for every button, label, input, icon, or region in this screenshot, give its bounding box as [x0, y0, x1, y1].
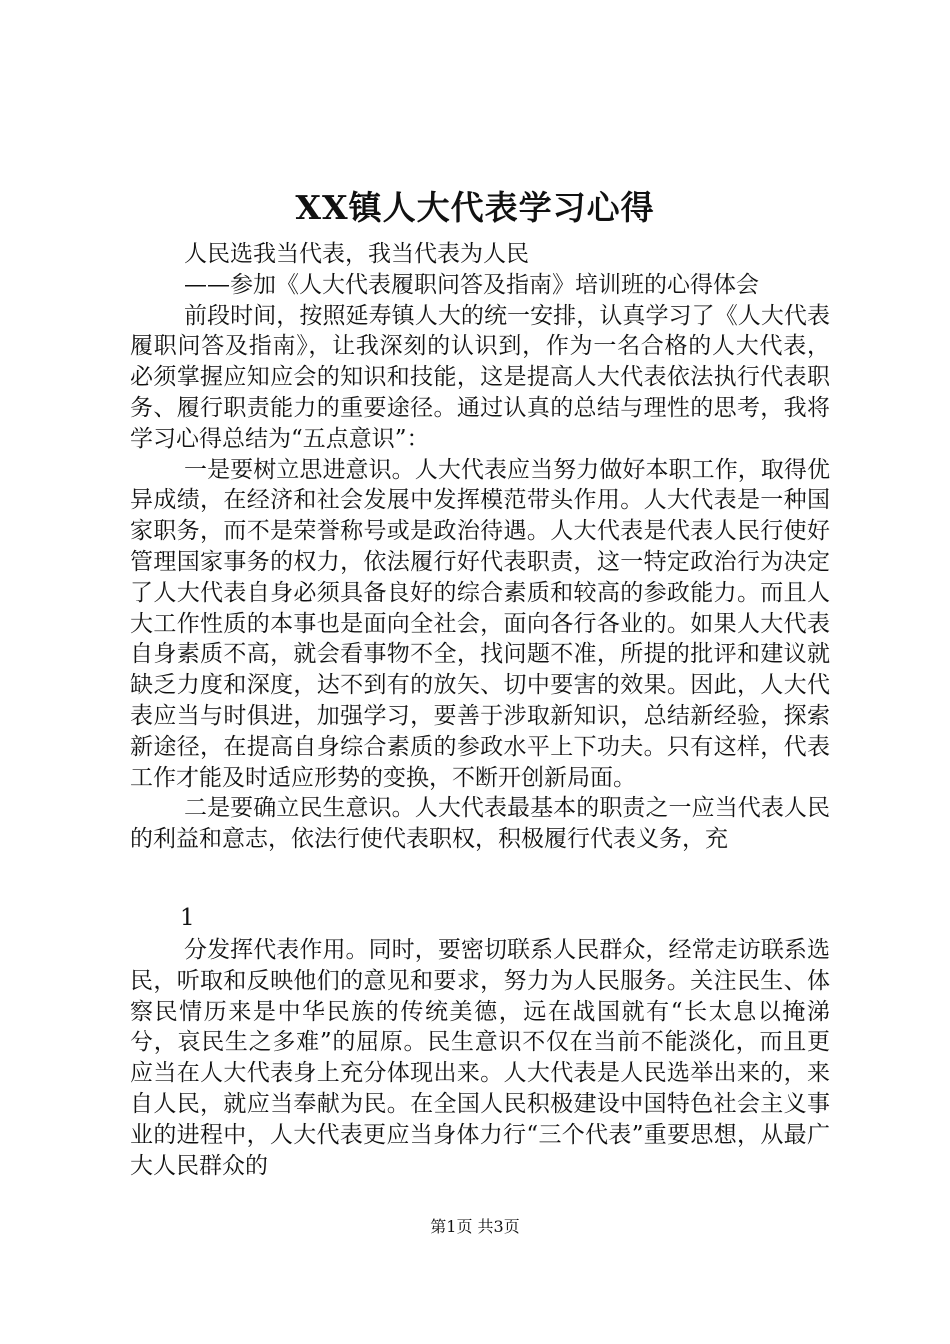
- paragraph-continued: 分发挥代表作用。同时，要密切联系人民群众，经常走访联系选民，听取和反映他们的意见和要求，努力为人民服务。关注民生、体察民情历来是中华民族的传统美德，远在战国就有“长太息以掩涕兮，哀民生之多难”的屈原。民生意识不仅在当前不能淡化，而且更应当在人大代表身上充分体现出来。人大代表是人民选举出来的，来自人民，就应当奉献为民。在全国人民积极建设中国特色社会主义事业的进程中，人大代表更应当身体力行“三个代表”重要思想，从最广大人民群众的: [130, 937, 830, 1179]
- paragraph-point-one: 一是要树立思进意识。人大代表应当努力做好本职工作，取得优异成绩，在经济和社会发展中发挥模范带头作用。人大代表是一种国家职务，而不是荣誉称号或是政治待遇。人大代表是代表人民行使好管理国家事务的权力，依法履行好代表职责，这一特定政治行为决定了人大代表自身必须具备良好的综合素质和较高的参政能力。而且人大工作性质的本事也是面向全社会，面向各行各业的。如果人大代表自身素质不高，就会看事物不全，找问题不准，所提的批评和建议就缺乏力度和深度，达不到有的放矢、切中要害的效果。因此，人大代表应当与时俱进，加强学习，要善于涉取新知识，总结新经验，探索新途径，在提高自身综合素质的参政水平上下功夫。只有这样，代表工作才能及时适应形势的变换，不断开创新局面。: [130, 456, 830, 791]
- subtitle-line-1: 人民选我当代表，我当代表为人民: [184, 241, 529, 267]
- paragraph-intro: 前段时间，按照延寿镇人大的统一安排，认真学习了《人大代表履职问答及指南》，让我深刻的认识到，作为一名合格的人大代表，必须掌握应知应会的知识和技能，这是提高人大代表依法执行代表职务、履行职责能力的重要途径。通过认真的总结与理性的思考，我将学习心得总结为“五点意识”：: [130, 302, 830, 452]
- body-block-lower: [130, 935, 830, 1181]
- inline-page-marker: 1: [180, 905, 195, 931]
- subtitle-line-2: ——参加《人大代表履职问答及指南》培训班的心得体会: [184, 271, 759, 298]
- paragraph-point-two: 二是要确立民生意识。人大代表最基本的职责之一应当代表人民的利益和意志，依法行使代表职权，积极履行代表义务，充: [130, 795, 830, 853]
- body-block-upper: [130, 239, 830, 855]
- document-title: XX镇人大代表学习心得: [295, 188, 655, 227]
- page-footer: 第1页 共3页: [430, 1217, 520, 1236]
